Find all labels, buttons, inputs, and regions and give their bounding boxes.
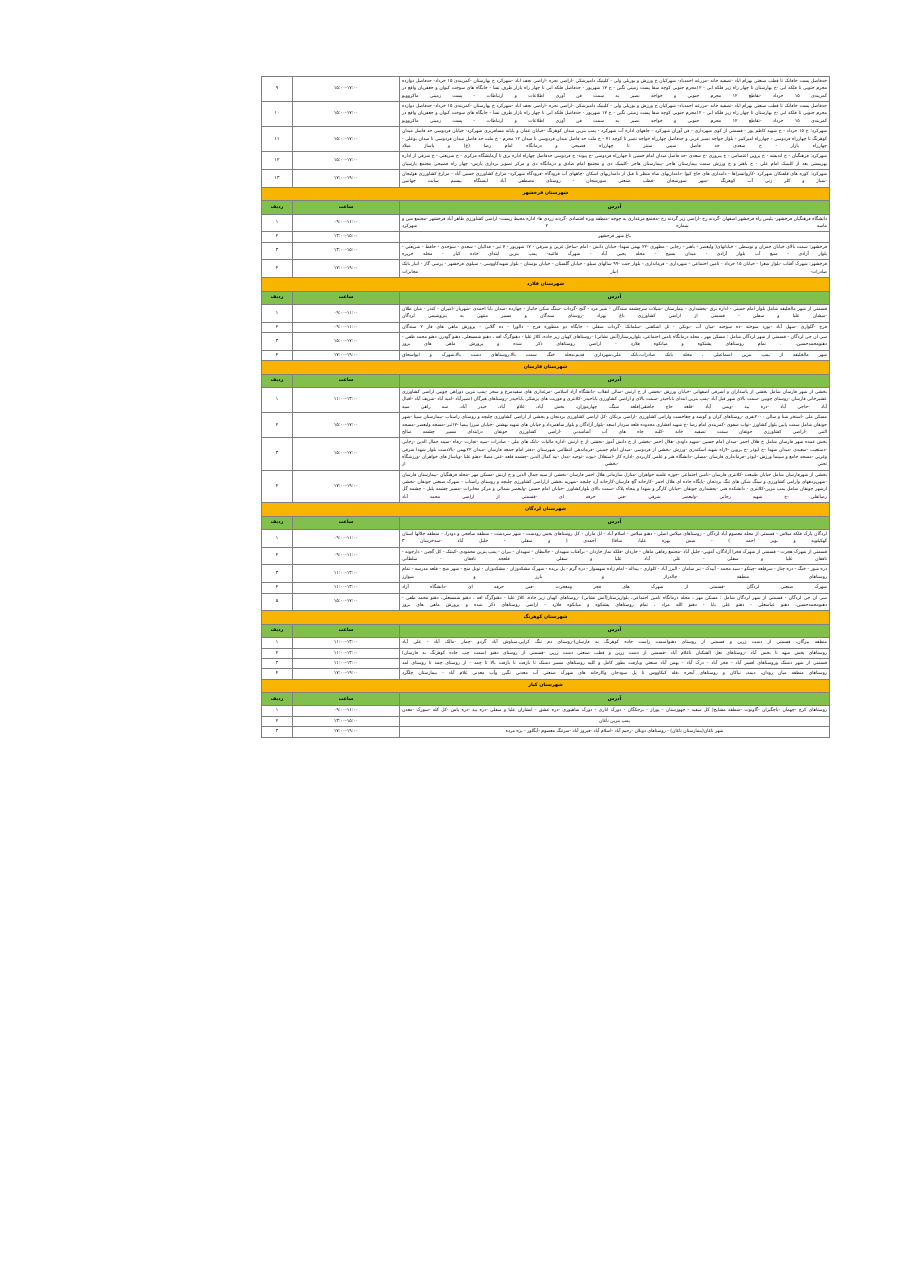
table-row [262, 706, 830, 716]
cell-time: ۱۷:۰۰-۱۹:۰۰ [293, 350, 400, 360]
table-row [262, 413, 830, 438]
cell-time: ۰۹:۰۰-۱۱:۰۰ [293, 530, 400, 548]
city-name: شهرستان فارسان [262, 361, 830, 375]
city-header-row [262, 679, 830, 693]
cell-time: ۱۱:۰۰-۱۳:۰۰ [293, 388, 400, 413]
cell-time: ۱۵:۰۰-۱۷:۰۰ [293, 102, 400, 127]
cell-time: ۱۱:۰۰-۱۳:۰۰ [293, 583, 400, 593]
table-row [262, 593, 830, 611]
table-row [262, 716, 830, 726]
cell-address: شهر مالخلیفه از پمپ بنزین اسماعیلی ، محله بانک صادرات،بانک ملی،شهرداری قدیم،محله خنگ سمت بالا،روستاهای دشت بالا،شهرک و ابواسحاق [400, 350, 830, 360]
table-row [262, 305, 830, 323]
cell-address: فرخشهر: شهرک آفتاب -بلوار شعرا - خیابان ۱۵ خرداد - تامین اجتماعی - شهرداری - فرمانداری - بلوار جنت -۹۹ سالهای سیلو - خیابان گلستان - خیابان بوستان - بلوار شهیدکاووسی - سیلوی فرخشهر - پرسی گاز - انبار بانک صادرات- انبار مخابرات [400, 260, 830, 278]
cell-address: سی ان جی لردگان - قسمتی از شهر لردگان شامل : مسکن مهر ، محله درمانگاه تامین اجتماعی، بلوارپرستار(آتش نشانی) -روستاهای کهیان زیر جاده، کلاژ علیا - دهنوگرگ افه ، دهنو شمسعلی، دهنو گودرز، دهنو محمد ظفی - دهنومحمدحسین، . تمام روستاهای پشتکوه و میانکوه فلارد - اراضی روستاهای ذکر شده و پرورش ماهی های بروز [400, 333, 830, 351]
outage-schedule-table [261, 76, 830, 738]
table-row [262, 565, 830, 583]
column-header-time: ساعت [293, 625, 400, 638]
city-header-row [262, 361, 830, 375]
cell-index: ۴ [262, 470, 293, 502]
cell-time: ۰۹:۰۰-۱۱:۰۰ [293, 214, 400, 232]
cell-address: قسمتی از شهر دشتک وروستاهای افسر آباد - فخر آباد - درک آباد - بهمن آباد صنعتی وبازفت بطور کامل و کلیه روستاهای مسیر دشتک تا بازفت تا بازفت بالا تا چمد - از روستای چمد تا روستای لمد [400, 658, 830, 668]
cell-time: ۱۱:۰۰-۱۳:۰۰ [293, 565, 400, 583]
cell-address: سی ان جی لردگان - قسمتی از شهر لردگان شامل : مسکن مهر ، محله درمانگاه تامین اجتماعی، بلوارپرستار(آتش نشانی) -روستاهای کهیان زیر جاده، کلاژ علیا - دهنوگرگ افه ، دهنو شمسعلی، دهنو محمد ظفی - دهنومحمدحسین، دهنو عباسعلی - دهنو علی بابا - دهنو الله مراد ، تمام روستاهای پشتکوه و میانکوه فلارد - اراضی روستاهای ذکر شده و پرورش ماهی های بروز [400, 593, 830, 611]
column-header-index: ردیف [262, 374, 293, 387]
cell-time: ۱۷:۰۰-۱۹:۰۰ [293, 169, 400, 187]
cell-address: قسمتی از شهرک هجرت - قسمتی از شهرک فخرا آزادگان، آموبی- جلیل آباد -مجتمع رفاهی ماهان - خاردان -فلکه نماز خاردان - برآفتاب شهیدان - جالبطان - شهیدان - بیران - پمپ بنزین محمودی -کینتک - کل گچین - دارجونه - نافقان علیا و سفلی - علی آباد علیا و سفلی - قلعجه نافقان - سلطانی [400, 547, 830, 565]
cell-index: ۲ [262, 648, 293, 658]
cell-time: ۱۵:۰۰-۱۷:۰۰ [293, 593, 400, 611]
table-row [262, 669, 830, 679]
cell-time: ۱۷:۰۰-۱۹:۰۰ [293, 727, 400, 737]
city-name: شهرستان فلارد [262, 278, 830, 292]
outage-schedule-table-wrapper [262, 76, 830, 738]
cell-address: دره شور - خنگ - دره چنار - سرقلعه -چیتکو - سید محمد - آبیدک - تیر سامان - البرز آباد - کلواری - پیداله - امام زاده شهسوار - دره گرم - پل بریده - شهرک مشکدوزان - مشکدوزان - تونل منج - شهر منج - قلعه مدرسه - تمام روستاهای منطقه چالدراز و بارز و شوارز [400, 565, 830, 583]
column-header-row [262, 291, 830, 304]
cell-time: ۰۹:۰۰-۱۱:۰۰ [293, 706, 400, 716]
column-header-time: ساعت [293, 693, 400, 706]
table-row [262, 658, 830, 668]
cell-index: ۲ [262, 413, 293, 438]
cell-index: ۳ [262, 333, 293, 351]
cell-address: روستاهای کرچ -چهمان -باجگیران -گاونوت -منطقه مشایخ( کل سفید - جهوزستان - پوراز - برجکگان - دورک اناری - دورک شاهپوری -دره عشق - ابشاران علیا و سفلی -دره بید -دره یاس -کل کله -سورک -معدن [400, 706, 830, 716]
column-header-address: آدرس [400, 516, 830, 529]
table-row [262, 333, 830, 351]
table-row [262, 127, 830, 152]
city-name: شهرستان کیار [262, 679, 830, 693]
column-header-row [262, 374, 830, 387]
column-header-time: ساعت [293, 516, 400, 529]
cell-time: ۱۵:۰۰-۱۷:۰۰ [293, 333, 400, 351]
cell-address: حدفاصل پست خافانک تا قطب صنعتی بهرام اباد -تصفیه خانه -مزرعه احمدباد- شهرکیان خ ورزش و بوربلی ولی - کلینیک دامپزشکی -اراضی نجره -اراضی نجف اباد -شهرکرد خ بهارستان -کمربندی ۱۵ خرداد- حدفاصل دوازده محرم جنوبی تا فلکه ابی -خ بهارستان تا چهار راه زیر فلکه ابی - ۱۲محرم جنوبی کوچه سقا پست زمینی نگین - خ ۱۷ شهریور - حدفاصل فلکه ابی تا چهار راه بازار طرف نسا - جایگاه های سوخت کیوان و جعفریان واقع در کمربندی ۱۵ خرداد -تقاطع ۱۲ محرم جنوبی و خواجه نصیر به سمت فن آوری اطلاعات و ارتباطات - پست زمینی ماکرووبو [400, 102, 830, 127]
cell-index: ۱۱ [262, 127, 293, 152]
table-row [262, 438, 830, 470]
table-row [262, 102, 830, 127]
cell-index: ۴ [262, 350, 293, 360]
column-header-address: آدرس [400, 625, 830, 638]
cell-time: ۱۱:۰۰-۱۳:۰۰ [293, 638, 400, 648]
cell-address: بخشی از شهرفارسان شامل خیابان طبیعت -کلانتری فارسان -تامین اجتماعی -حوزه علمیه خواهران -منازل سازمانی هلال احمر فارسان -بخشی از سپه جمال الدین و خ ارتش -مسکن مهر -محله فرهنگیان -بیمارستان فارسان -شهرپردههای وارامی کشاورزی و سنگ شکن های تنگ بردنجان -پایگاه جاده ای هلال احمر -کارخانه گچ فارسان-کارخانه آرد چلیچه -شهریه بخشی ازاراضی کشاورزی چلیچه و روستای راستاب - شهرک صنعتی جونقان -بخشی ازشهر جونقان شامل پمپ بنزین-کلانتری - دانشکده فنی -بخشداری جونقان -خیابان کارگر و شهدا و پنجاه پلاک -سمت بالای بلوارکشاورز -خیابان امام حسین -ولیعصر شمالی و مرکز مخابرات -مسیر چشمه بلبل - چشمه گل رضاتقلی -خ شهید رجایی -ولیعصر شرقی -فنی حرفه ای -قسمتی از اراضی محمد آباد [400, 470, 830, 502]
cell-index: ۵ [262, 593, 293, 611]
cell-time: ۱۷:۰۰-۱۹:۰۰ [293, 470, 400, 502]
cell-address: بخشی از شهر فارسان شامل بخشی از پاسداران و اشرفی اصفهانی -خیابان ورزش -بخشی از خ ارتش -سالن انقلاب -دانشگاه آزاد اسلامی -مرغداری های سفیدمرغ و سحر -پمپ بنزین دوراهی چوبین اراضی کشاورزی عشیرخانی فارسان -روستای چوبین -سمت بالای شهر قبل آباد -پمپ بنزین ابتدای باباحیدر -سمت بالای و اراضی کشاورزی باباحیدر -کلانتری و فوریت های پزشکی باباحیدر -روستاهای هیرگان (نصیرآباد -امید آباد -شریف آباد -اقبال آباد -حاجی آباد -دره بید -وبس آباد -قلعه حاج جافتقی(قلعه سنگ، چهارموزان، بخش آباد، غلام آباد، حیدر آباد، سه راهی سپه [400, 388, 830, 413]
cell-address: شهرکرد: فرهنگیان - خ اندیشه - خ پروین اعتصامی - خ پیروزی -خ سعدی -حد فاصل میدان امام حسین تا چهارراه فردوسی -خ پیوند- خ فردوسی حدفاصل چهاراه اداره برق تا آزمایشگاه مرکزی - خ شریعتی - خ شرفی از اداره بهزیستی بعد از کلینیک امام علی - خ باهنر و خ ورزش سمت بیمارستان هاجر -بیمارستان هاجر -کلینیک دی و مجتمع امام صادق و درمانگاه دی و مرکز تصویر برداری پارس- چهار راه فصیحی مجتمع پارسیان [400, 152, 830, 170]
table-row [262, 727, 830, 737]
cell-index: ۴ [262, 669, 293, 679]
cell-time: ۱۷:۰۰-۱۹:۰۰ [293, 669, 400, 679]
column-header-address: آدرس [400, 693, 830, 706]
cell-address: فرح -گلواری -سهل آباد -بورد سوخته -ده سوخته -میان آب -بونکی - تل اشکفتی -سلمانک -گرداب سفلی - جایگاه دو منظوره فرح - دالورا - ده گلابی - پرورش ماهی های فاز ۲ سندگان [400, 322, 830, 332]
cell-time: ۱۱:۰۰-۱۳:۰۰ [293, 658, 400, 668]
city-header-row [262, 278, 830, 292]
table-row [262, 322, 830, 332]
cell-index: ۱ [262, 214, 293, 232]
cell-index: ۲ [262, 322, 293, 332]
city-header-row [262, 187, 830, 201]
cell-address: دانشگاه فرهنگیان فرخشهر- پلیس راه فرخشهر اصفهان -گردنه رخ -اراضی زیر گردنه رخ -مجتمع مرغداری به جوجه -منطقه ویژه اقتصادی -گردنه زردی ها- اداره محیط زیست- اراضی کشاورزی ظاهر آباد فرخشهر -مجتمع شن و ماسه شماره ۲ شهرکرد [400, 214, 830, 232]
cell-address: روستاهای بخش میهه تا بخش آباد -روستاهای نعل الشکنان ناغلام آباد -قسمتی از دشت زرین و قطب صنعتی دشت زرین -قسمتی از روستای دهنو (سمت چپ جاده کوهرنگ به فارسان) [400, 648, 830, 658]
cell-time: ۱۵:۰۰-۱۷:۰۰ [293, 127, 400, 152]
column-header-index: ردیف [262, 625, 293, 638]
cell-time: ۰۹:۰۰-۱۱:۰۰ [293, 305, 400, 323]
cell-index: ۱۳ [262, 169, 293, 187]
cell-index: ۱۲ [262, 152, 293, 170]
cell-index: ۳ [262, 727, 293, 737]
table-row [262, 350, 830, 360]
cell-address: روستاهای منطقه میان رودان، دیمه، نباکان و روستاهای آبجره ،قله کبکاووس تا پل سودجان وکارخانه های شهرک صنعتی آب معدنی نگین وآب معدنی غلام آباد - بیمارستان چلگرد [400, 669, 830, 679]
cell-address: منطقه بیرگان، قسمتی از دشت زرین و قسمتی از روستای دهنو(سمت راست جاده کوهرنگ به فارسان)-روستای دم تنگ کرایی،سیاوش آباد گردو -چمار -مالک آباد - علی آباد [400, 638, 830, 648]
column-header-time: ساعت [293, 374, 400, 387]
cell-index: ۳ [262, 242, 293, 260]
table-row [262, 648, 830, 658]
column-header-address: آدرس [400, 291, 830, 304]
cell-address: پمپ بنزین ناغان [400, 716, 830, 726]
cell-index: ۳ [262, 565, 293, 583]
table-body [262, 77, 830, 738]
column-header-index: ردیف [262, 693, 293, 706]
cell-time: ۱۵:۰۰-۱۷:۰۰ [293, 438, 400, 470]
city-name: شهرستان فرخشهر [262, 187, 830, 201]
table-row [262, 77, 830, 102]
table-row [262, 583, 830, 593]
cell-time: ۱۳:۰۰-۱۵:۰۰ [293, 716, 400, 726]
cell-index: ۲ [262, 716, 293, 726]
column-header-time: ساعت [293, 201, 400, 214]
cell-index: ۱ [262, 530, 293, 548]
cell-index: ۱ [262, 388, 293, 413]
column-header-index: ردیف [262, 516, 293, 529]
cell-address: مسکن ملی -استخر شنا و سالن ۲۰۰۰نفری -روستاهای کران و کوشه و چغاخست وارامی کشاورزی -اراضی برنکان -کل اراضی کشاورزی بردنجان و بخشی از اراضی کشاورزی چلیچه و روستای راستاب -بیمارستان سینا -شهر جونقان شامل سمت پایین بلوار کشاورز -نواب صفوی -کمربندی امام رضا -خ شهید افشاری محدوده قلعه سردار اسعد -بلوار آزادگان و بلوار شاهمرداد و خیابان های شهید بهشتی -خیابان میرزا بیضا -۱۷تیر -مسجد ولیعصر -مسجد النبی -اراضی کشاورزی جونقان سمت تصفیه خانه -کلیه چاه های آب آشامیدنی -اراضی کشاورزی جونقان درابتدای مسیر چشمه صالح [400, 413, 830, 438]
cell-address: حدفاصل پست خافانک تا قطب صنعتی بهرام اباد -تصفیه خانه -مزرعه احمدباد- شهرکیان خ ورزش و بوربلی ولی - کلینیک دامپزشکی -اراضی نجره -اراضی نجف اباد -شهرکرد خ بهارستان -کمربندی ۱۵ خرداد- حدفاصل دوازده محرم جنوبی تا فلکه ابی -خ بهارستان تا چهار راه زیر فلکه ابی - ۱۲محرم جنوبی کوچه سقا پست زمینی نگین - خ ۱۷ شهریور - حدفاصل فلکه ابی تا چهار راه بازار طرف نسا - جایگاه های سوخت کیوان و جعفریان واقع در کمربندی ۱۵ خرداد -تقاطع ۱۲ محرم جنوبی و خواجه نصیر به سمت فن آوری اطلاعات و ارتباطات - پست زمینی ماکرووبو [400, 77, 830, 102]
table-row [262, 638, 830, 648]
column-header-index: ردیف [262, 201, 293, 214]
cell-index: ۱۰ [262, 102, 293, 127]
table-row [262, 547, 830, 565]
cell-time: ۰۹:۰۰-۱۱:۰۰ [293, 547, 400, 565]
cell-index: ۲ [262, 547, 293, 565]
column-header-row [262, 201, 830, 214]
table-row [262, 169, 830, 187]
cell-time: ۱۳:۰۰-۱۵:۰۰ [293, 232, 400, 242]
table-row [262, 232, 830, 242]
table-row [262, 242, 830, 260]
cell-address: شهرک صنعتی لردگان -قسمتی از شهرک های فجر ومعجرت -فنی حرفه ای -دانشگاه آزاد [400, 583, 830, 593]
cell-time: ۱۱:۰۰-۱۳:۰۰ [293, 648, 400, 658]
cell-index: ۲ [262, 232, 293, 242]
cell-time: ۱۷:۰۰-۱۹:۰۰ [293, 260, 400, 278]
cell-address: بخش عمده شهر فارسان شامل خ هلال احمر -میدان امام حسین -شهید داودی -هلال احمر -بخشی از خ دانش آموز -بخشی از خ ارتش -اداره مالیات -بانک های ملی - صادرات -سپه -تجارت -رفاه -سپند جمال الدین -رجایی -دستغیب -سعیدی -میدان شهدا -خ ابوذر -خ پروین -۴راه شهید اسکندری -ورزش -بخشی از فردوسی -میدان امام خمینی -فرماندهی انتظامی شهرستان -دفتر امام جمعه فارسان -میدان ۲۲بهمن -بالادست بلوار شهدا شرقی وغربی -مسجد جامع و سینما ورزش -ابوذر -فرمانداری فارسان -مصلی -دانشگاه هنر و علمی کاربردی -اداره کار -استقلال -نبوت -توحید -مدل -نیه کمال الدین -چشمه قلعه -غنی مصلا -دهنو علیا -وپاساژ های خواهران -ورزشگاه تختی -بخشی از [400, 438, 830, 470]
cell-index: ۳ [262, 438, 293, 470]
cell-index: ۳ [262, 658, 293, 668]
cell-time: ۱۵:۰۰-۱۷:۰۰ [293, 413, 400, 438]
cell-address: باغ شهر فرخشهر [400, 232, 830, 242]
city-name: شهرستان کوهرنگ [262, 611, 830, 625]
cell-address: لردگان پارک فلکه میلاس - قسمتی از محله معصوم آباد لردگان - روستاهای میلاس اصلی - دهنو میلاس - اسلام آباد - لل ماران - کل روستاهای بخش رودشت - شهر سردشت - منطقه سافجی و دودرا، - منطقه جلالها استان کهکیلویه و بویر احمد ) - شش بهره علیا، مباقا) احمدی ( و سفلی - خلیل آباد -سدخرسان ۳ [400, 530, 830, 548]
cell-address: شهرکرد: کوره های قلفنکان شهرکرد -کاروانسراها - دامداری های حاج کیوا -دامداریهای شاه منظر تا قبل از دامداریهای اسکان -چاههای آب فرودگاه -فرودگاه شهرکرد- مزارع کشاورزی حسین آباد - مزارع کشاورزی هوئیجان -بمیاژ و کلر زنی آب کوهرنگ -شهر سورشجان -قطب صنعتی سورشجان - روستای مصطفی آباد ایستگاه بیسیم سایت جهانبین [400, 169, 830, 187]
column-header-row [262, 516, 830, 529]
cell-address: قسمتی از شهر مالخلیفه شامل بلوار امام خمینی - اداره برق -بخشداری - بیمارستان -شیلات سرچشمه سندگان - شیر مرد - گنج -گرداب -سنگ شکن جانباز - چهارده -میدان بابا احمدی -شهریار -امیران - کندر - میان طلان -میشان علیا و سفلی - قسمتی از اراضی کشاورزی باغ بهزاد -روستای سندگان و مسیر منتهی به پتروشیمی لردگان [400, 305, 830, 323]
column-header-row [262, 693, 830, 706]
column-header-time: ساعت [293, 291, 400, 304]
column-header-row [262, 625, 830, 638]
cell-time: ۱۵:۰۰-۱۷:۰۰ [293, 77, 400, 102]
table-row [262, 530, 830, 548]
column-header-address: آدرس [400, 201, 830, 214]
cell-time: ۰۹:۰۰-۱۱:۰۰ [293, 322, 400, 332]
table-row [262, 260, 830, 278]
cell-index: ۱ [262, 638, 293, 648]
cell-index: ۴ [262, 583, 293, 593]
cell-index: ۱ [262, 305, 293, 323]
table-row [262, 388, 830, 413]
city-name: شهرستان لردگان [262, 503, 830, 517]
cell-time: ۱۳:۰۰-۱۵:۰۰ [293, 242, 400, 260]
city-header-row [262, 503, 830, 517]
cell-address: شهر ناغان(بیمارستان ناغان) - روستاهای دوبلان -رحیم آباد -اسلام آباد -فیروز آباد -سرتنگ معصوم -آبگلور - بره مرده [400, 727, 830, 737]
table-row [262, 470, 830, 502]
table-row [262, 152, 830, 170]
column-header-address: آدرس [400, 374, 830, 387]
table-row [262, 214, 830, 232]
cell-time: ۱۵:۰۰-۱۷:۰۰ [293, 152, 400, 170]
city-header-row [262, 611, 830, 625]
column-header-index: ردیف [262, 291, 293, 304]
cell-index: ۱ [262, 706, 293, 716]
cell-index: ۹ [262, 77, 293, 102]
cell-address: شهرکرد: خ ۱۵ خرداد - خ شهید کاظم پور - قسمتی از کوی شهرداری - فن آوران شهرکرد - چاههای اداره آب شهرکرد - پمپ بنزین میدان کوهرنگ -خیابان عمان و پایانه مسافربری شهرکرد- خیابان فردوسی حد فاصل میدان کوهرنگ تا چهارراه فردوسی - چهارراه امیرکبیر - بلوار خواجه نصیر غربی و حدفاصل چهارراه خواجه نصیر تا کوچه ۷۱ - خ ملت حد فاصل میدان فردوسی تا میدان ۱۲ محرم - خ ملت حد فاصل میدان فردوسی تا میدان بوعلی - چهارراه بازار - خ سعدی حد فاصل سینی سنتر تا چهارراه قصیحی و درمانگاه امام رضا (ع) و پاساژ میلاد [400, 127, 830, 152]
cell-index: ۴ [262, 260, 293, 278]
cell-address: فرخشهر: سمت بالای خیابان جمران و توسطی - خیابانهای( ولیعصر - باهنر - رجایی - مطهری -۲۲ بهمن شهدا- خیابان دانش - امام -ساحل غربی و شرقی - ۱۷ شهریور - ۷ تیر - فدائیان - سعدی - سوحدی - حافظ - شریعتی - بلوار آزادی - منبع آب بلوار آزادی - میدان بسیج - محله یحیی آباد - شهرک قائنیه- پمپ بنزین ابتدای جاده کیار - محله جزیره [400, 242, 830, 260]
